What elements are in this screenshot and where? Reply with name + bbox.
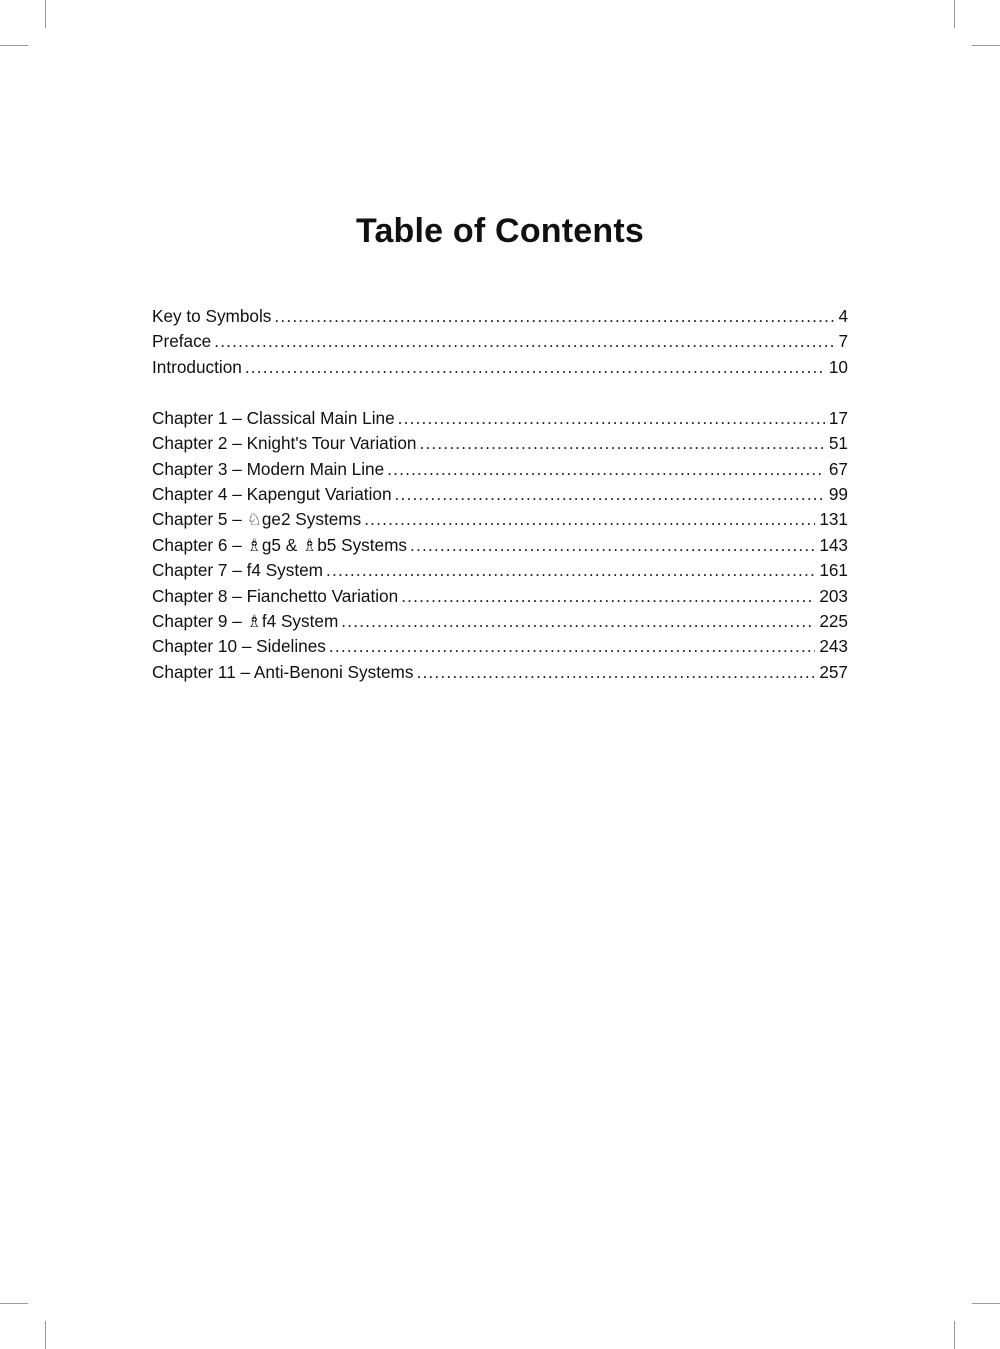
toc-entry-label: Introduction	[152, 356, 242, 377]
toc-page-number: 7	[838, 331, 848, 352]
toc-entry-preface[interactable]	[152, 329, 848, 354]
toc-entry-label: Chapter 8 – Fianchetto Variation	[152, 585, 399, 606]
toc-entry-label	[152, 533, 407, 559]
crop-mark	[972, 45, 1000, 46]
toc-page-number: 203	[819, 585, 848, 606]
crop-mark	[0, 45, 28, 46]
dot-leader	[364, 507, 815, 532]
section-spacer	[152, 380, 848, 406]
toc-page-number: 17	[828, 407, 848, 428]
label-prefix: Chapter 9 –	[152, 610, 247, 631]
dot-leader	[214, 329, 834, 354]
toc-page-number: 99	[828, 483, 848, 504]
dot-leader	[387, 457, 825, 482]
toc-entry-chapter-1[interactable]	[152, 406, 848, 431]
dot-leader	[419, 431, 824, 456]
toc-entry-chapter-10[interactable]	[152, 634, 848, 659]
crop-mark	[954, 1321, 955, 1349]
dot-leader	[245, 355, 825, 380]
toc-entry-label: Chapter 11 – Anti-Benoni Systems	[152, 661, 414, 682]
toc-page-number: 143	[819, 534, 848, 555]
toc-entry-label: Chapter 2 – Knight's Tour Variation	[152, 433, 417, 454]
dot-leader	[398, 406, 825, 431]
bishop-icon: ♗	[246, 611, 262, 632]
toc-page-number: 257	[819, 661, 848, 682]
toc-entry-label: Key to Symbols	[152, 306, 272, 326]
toc-entry-chapter-3[interactable]	[152, 457, 848, 482]
toc-page-number: 51	[828, 433, 848, 454]
label-suffix: f4 System	[261, 610, 339, 631]
bishop-icon: ♗	[246, 535, 262, 556]
table-of-contents	[152, 304, 848, 685]
toc-entry-label: Chapter 10 – Sidelines	[152, 636, 326, 657]
toc-entry-label: Preface	[152, 331, 212, 352]
toc-page-number: 131	[819, 509, 848, 530]
dot-leader	[410, 533, 815, 558]
dot-leader	[401, 584, 815, 609]
crop-mark	[45, 1321, 46, 1349]
crop-mark	[45, 0, 46, 28]
label-suffix: b5 Systems	[317, 534, 408, 555]
toc-entry-label: Chapter 4 – Kapengut Variation	[152, 483, 392, 504]
label-prefix: Chapter 6 –	[152, 534, 247, 555]
toc-page-number: 225	[819, 610, 848, 631]
toc-entry-chapter-11[interactable]	[152, 660, 848, 685]
label-mid: g5 &	[261, 534, 302, 555]
dot-leader	[326, 558, 815, 583]
dot-leader	[329, 634, 815, 659]
crop-mark	[954, 0, 955, 28]
label-suffix: ge2 Systems	[261, 509, 362, 530]
toc-entry-chapter-8[interactable]	[152, 584, 848, 609]
toc-entry-chapter-6[interactable]	[152, 533, 848, 558]
toc-entry-chapter-2[interactable]	[152, 431, 848, 456]
dot-leader	[395, 482, 825, 507]
toc-entry-label	[152, 609, 338, 635]
toc-page-number: 243	[819, 636, 848, 657]
page-title: Table of Contents	[356, 212, 644, 250]
toc-page-number: 67	[828, 458, 848, 479]
bishop-icon: ♗	[301, 535, 318, 556]
toc-entry-chapter-9[interactable]	[152, 609, 848, 634]
dot-leader	[416, 660, 815, 685]
toc-entry-label	[152, 507, 361, 533]
toc-entry-key-to-symbols[interactable]	[152, 304, 848, 329]
toc-entry-introduction[interactable]	[152, 355, 848, 380]
toc-entry-label: Chapter 1 – Classical Main Line	[152, 407, 395, 428]
toc-entry-label: Chapter 3 – Modern Main Line	[152, 458, 385, 479]
toc-entry-chapter-7[interactable]	[152, 558, 848, 583]
dot-leader	[274, 304, 834, 329]
label-prefix: Chapter 5 –	[152, 509, 247, 530]
dot-leader	[341, 609, 815, 634]
toc-page-number: 10	[828, 356, 848, 377]
toc-page-number: 4	[838, 306, 848, 326]
toc-entry-label: Chapter 7 – f4 System	[152, 560, 324, 581]
toc-entry-chapter-4[interactable]	[152, 482, 848, 507]
toc-page-number: 161	[819, 560, 848, 581]
crop-mark	[972, 1303, 1000, 1304]
knight-icon: ♘	[246, 510, 262, 531]
crop-mark	[0, 1303, 28, 1304]
toc-entry-chapter-5[interactable]	[152, 507, 848, 532]
